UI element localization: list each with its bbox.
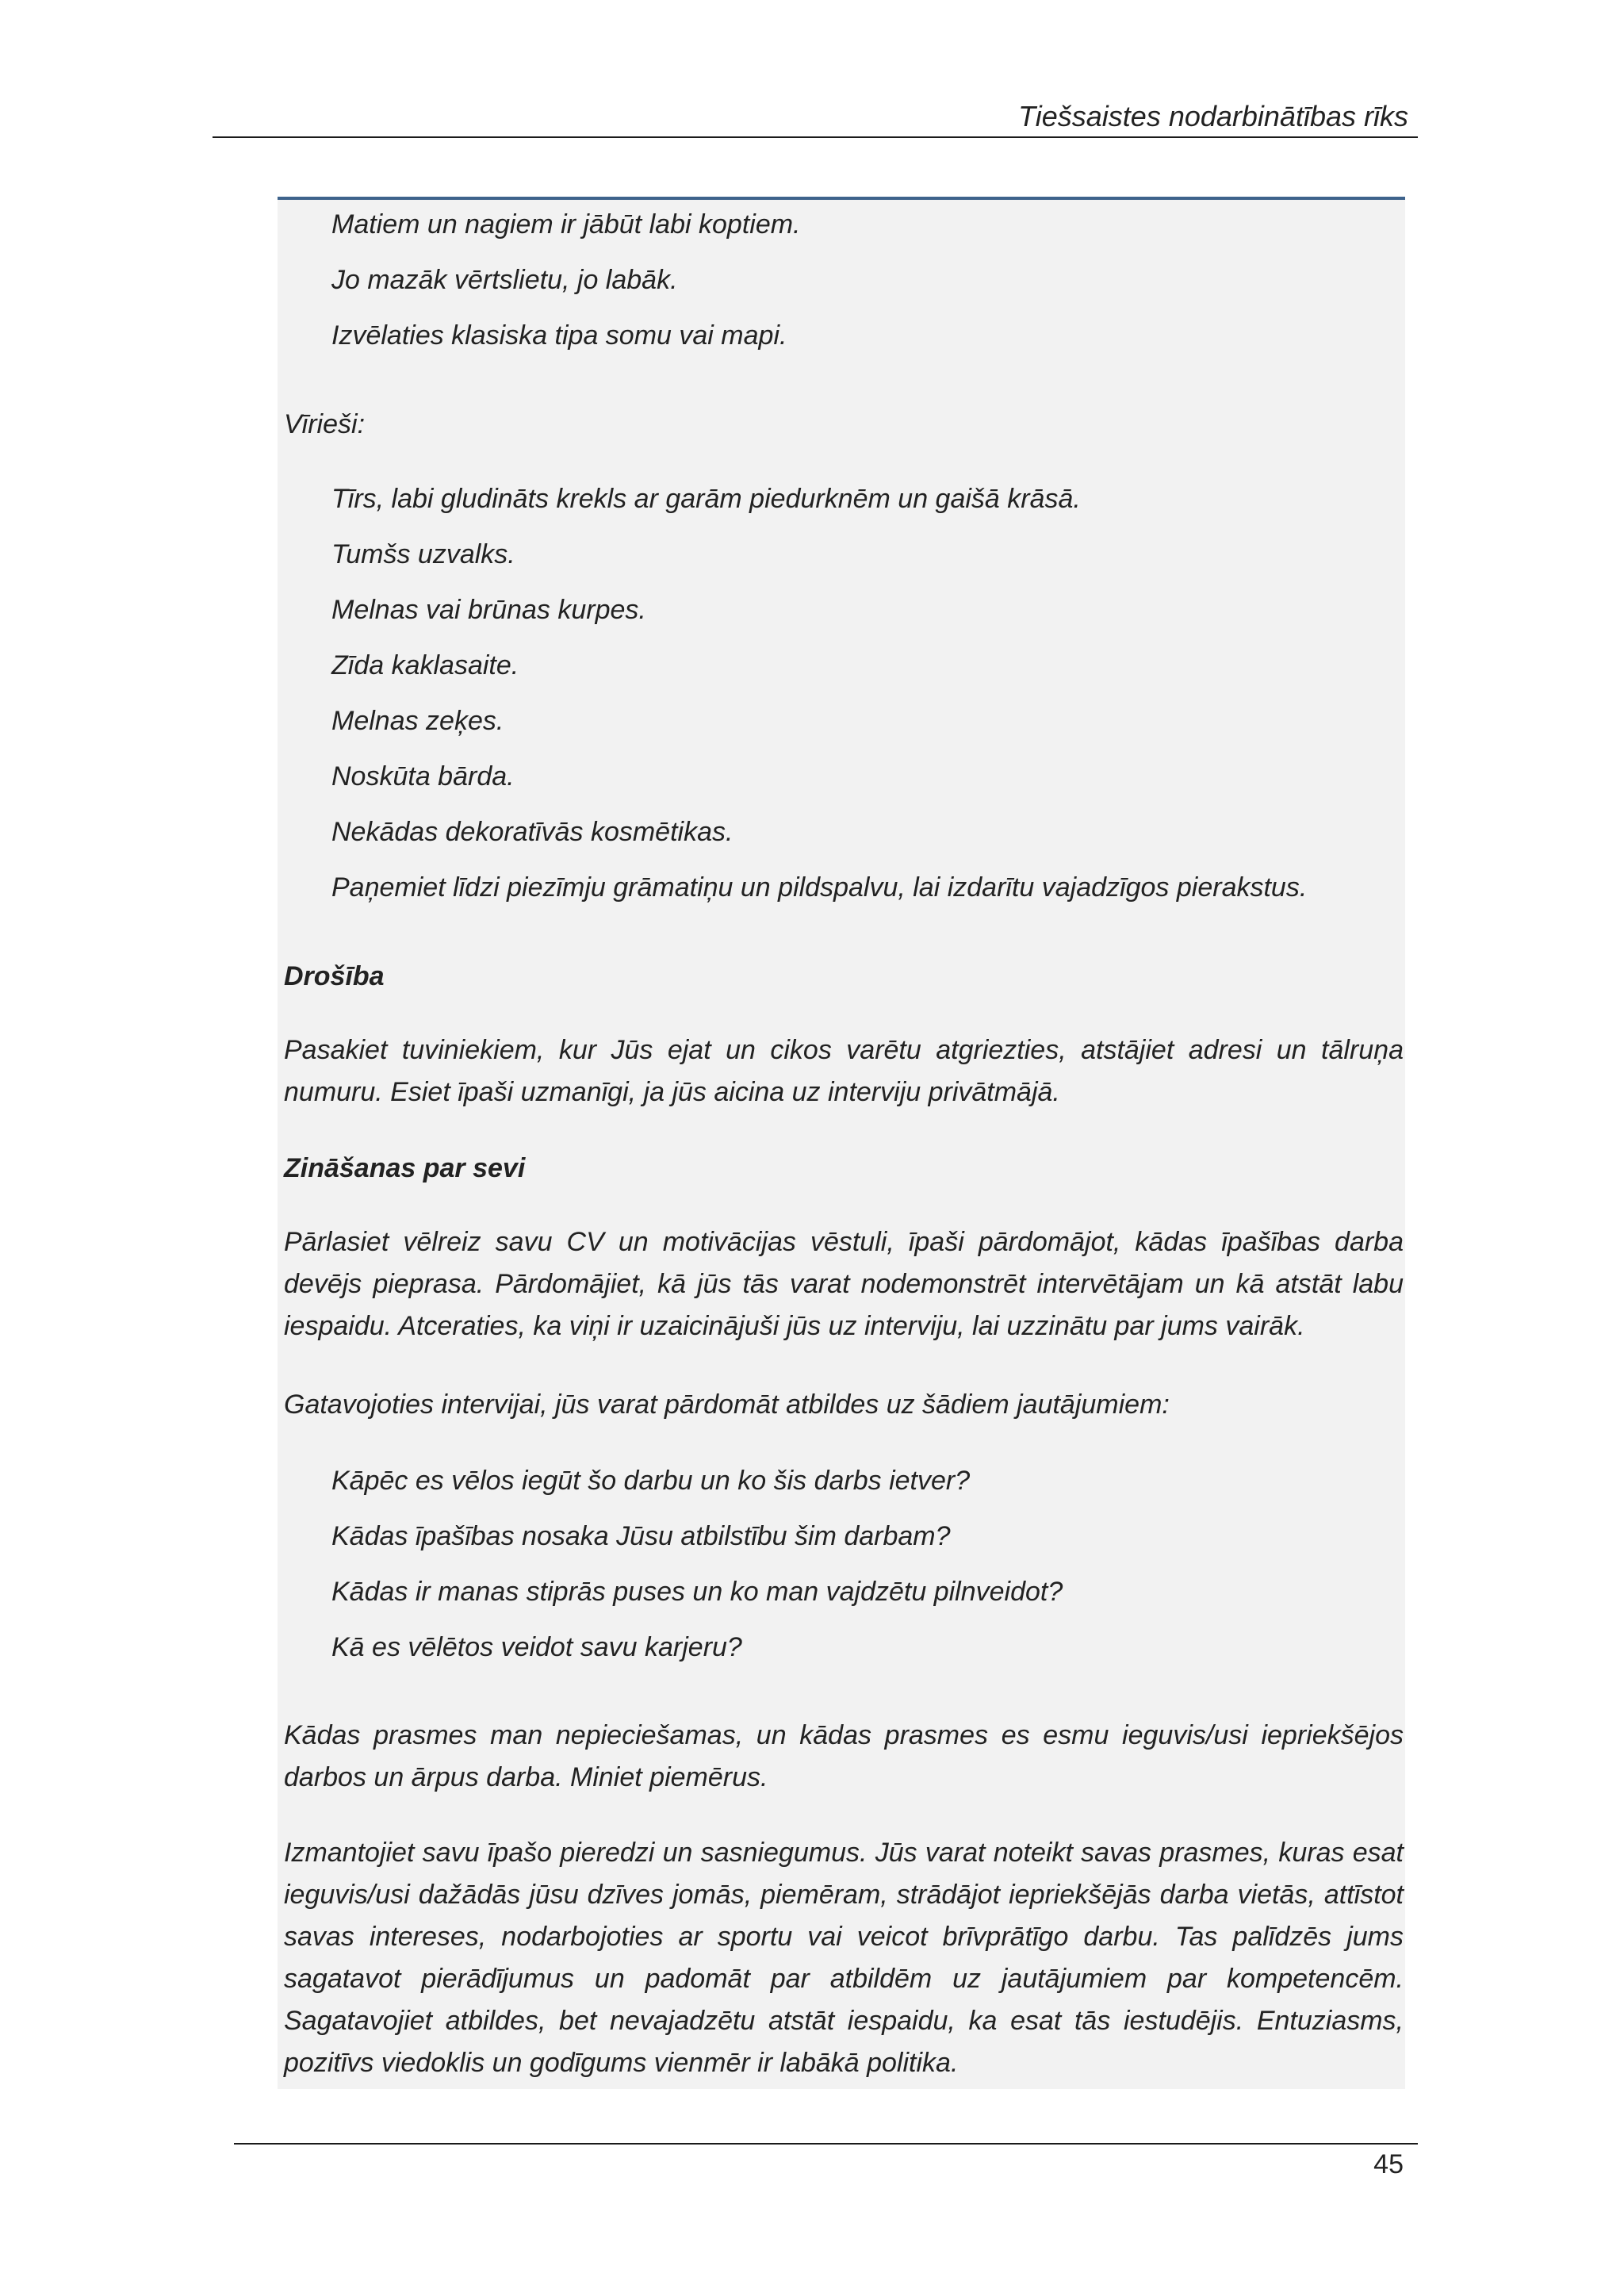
paragraph-self-knowledge: Pārlasiet vēlreiz savu CV un motivācijas vēstuli, īpaši pārdomājot, kādas īpašības darba devējs pieprasa. Pārdomājiet, kā jūs tās varat nodemonstrēt intervētājam un kā atstāt labu iespaidu. Atceraties, ka viņi ir uzaicinājuši jūs uz interviju, lai uzzinātu par jums vairāk. [284, 1227, 1404, 1341]
question-item: Kā es vēlētos veidot savu karjeru? [331, 1632, 742, 1662]
page-number: 45 [1373, 2149, 1404, 2179]
question-item: Kādas ir manas stiprās puses un ko man vajdzētu pilnveidot? [331, 1577, 1063, 1607]
section-label-men: Vīrieši: [284, 409, 366, 439]
list-item: Tīrs, labi gludināts krekls ar garām piedurknēm un gaišā krāsā. [331, 484, 1081, 514]
paragraph-skills: Kādas prasmes man nepieciešamas, un kādas prasmes es esmu ieguvis/usi iepriekšējos darbos un ārpus darba. Miniet piemērus. [284, 1720, 1404, 1792]
question-item: Kāpēc es vēlos iegūt šo darbu un ko šis darbs ietver? [331, 1466, 971, 1496]
list-item: Noskūta bārda. [331, 761, 515, 792]
paragraph-prep-intro: Gatavojoties intervijai, jūs varat pārdomāt atbildes uz šādiem jautājumiem: [284, 1389, 1170, 1420]
section-heading-safety: Drošība [284, 961, 385, 991]
header-rule [213, 136, 1418, 138]
footer-rule [234, 2143, 1418, 2145]
running-header: Tiešsaistes nodarbinātības rīks [1018, 100, 1408, 132]
list-item: Jo mazāk vērtslietu, jo labāk. [331, 265, 678, 295]
list-item: Paņemiet līdzi piezīmju grāmatiņu un pildspalvu, lai izdarītu vajadzīgos pierakstus. [331, 872, 1308, 903]
list-item: Nekādas dekoratīvās kosmētikas. [331, 817, 733, 847]
paragraph-experience: Izmantojiet savu īpašo pieredzi un sasniegumus. Jūs varat noteikt savas prasmes, kuras esat ieguvis/usi dažādās jūsu dzīves jomās, piemēram, strādājot iepriekšējās darba vietās, attīstot savas intereses, nodarbojoties ar sportu vai veicot brīvprātīgo darbu. Tas palīdzēs jums sagatavot pierādījumus un padomāt par atbildēm uz jautājumiem par kompetencēm. Sagatavojiet atbildes, bet nevajadzētu atstāt iespaidu, ka esat tās iestudējis. Entuziasms, pozitīvs viedoklis un godīgums vienmēr ir labākā politika. [284, 1838, 1404, 2078]
paragraph-safety: Pasakiet tuviniekiem, kur Jūs ejat un cikos varētu atgriezties, atstājiet adresi un tālruņa numuru. Esiet īpaši uzmanīgi, ja jūs aicina uz interviju privātmājā. [284, 1035, 1404, 1107]
list-item: Zīda kaklasaite. [331, 650, 519, 680]
question-item: Kādas īpašības nosaka Jūsu atbilstību šim darbam? [331, 1521, 951, 1551]
list-item: Izvēlaties klasiska tipa somu vai mapi. [331, 320, 787, 351]
section-heading-self-knowledge: Zināšanas par sevi [284, 1153, 526, 1183]
list-item: Matiem un nagiem ir jābūt labi koptiem. [331, 209, 801, 240]
list-item: Melnas zeķes. [331, 706, 504, 736]
list-item: Tumšs uzvalks. [331, 539, 515, 569]
list-item: Melnas vai brūnas kurpes. [331, 595, 646, 625]
